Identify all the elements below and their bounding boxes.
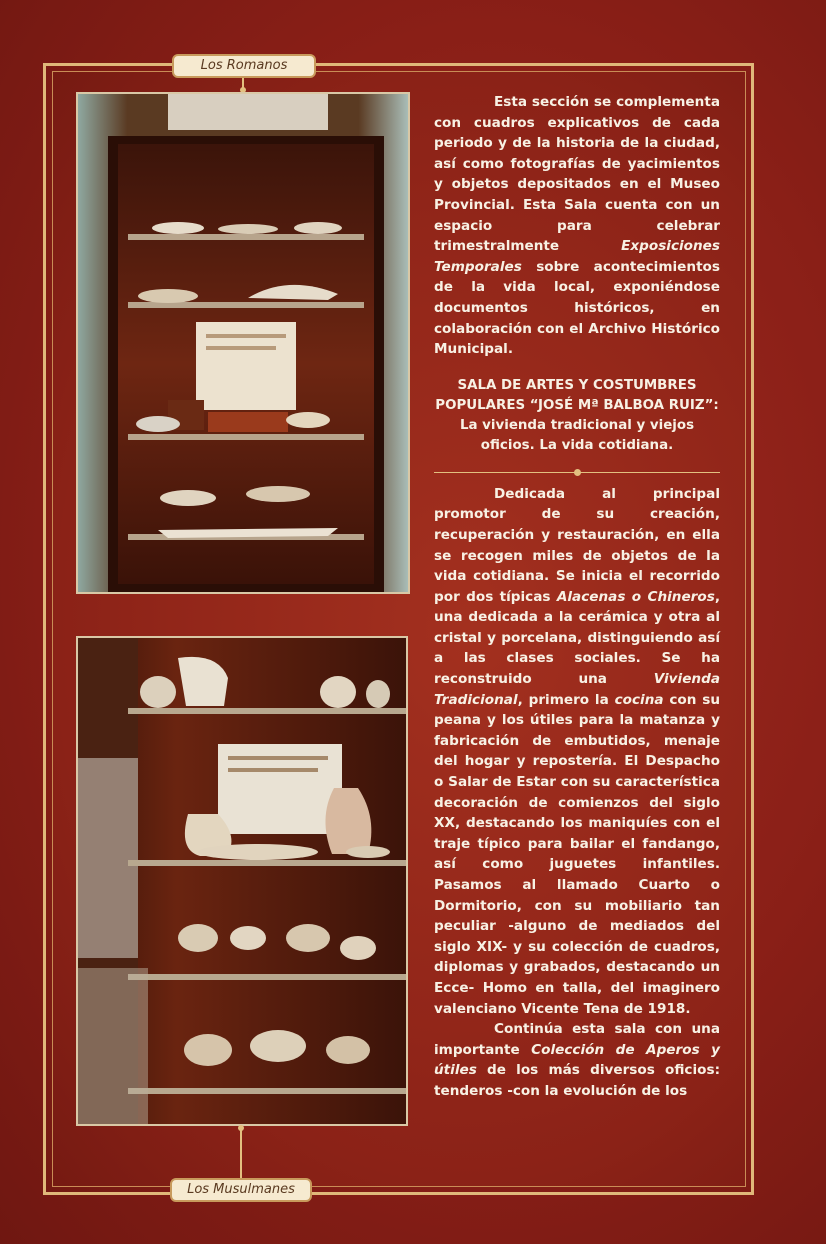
muslim-ceramics-case-image [78,638,406,1124]
heading-title: SALA DE ARTES Y COSTUMBRES POPULARES “JOSÉ Mª BALBOA RUIZ” [435,377,714,413]
paragraph-text: , primero la [517,691,615,708]
paragraph-text: Dedicada al principal promotor de su creación, recuperación y restauración, en ella se recogen miles de objetos de la vida cotidiana. Se inicia el recorrido por dos típicas [434,485,720,605]
paragraph-text: sobre acontecimientos de la vida local, exponiéndose documentos históricos, en colaboración con el Archivo Histórico Municipal. [434,258,720,358]
paragraph-text: con su peana y los útiles para la matanza y fabricación de embutidos, menaje del hogar y repostería. El Despacho o Salar de Estar con su característica decoración de comienzos del siglo XX, destacando los maniquíes con el traje típico para bailar el fandango, así como juguetes infantiles. Pasamos al llamado Cuarto o Dormitorio, con su mobiliario tan peculiar -alguno de mediados del siglo XIX- y su colección de cuadros, diplomas y grabados, destacando un Ecce- Homo en talla, del imaginero valenciano Vicente Tena de 1918. [434,691,721,1017]
paragraph-popular-arts-room [434,484,720,1019]
paragraph-text: Continúa esta sala con una importante [434,1021,720,1058]
emphasis-text: cocina [614,691,664,708]
emphasis-text: Colección de Aperos y útiles [434,1041,720,1079]
heading-subtitle: : La vivienda tradicional y viejos oficios. La vida cotidiana. [459,397,719,453]
main-text-column [434,92,720,1102]
emphasis-text: Exposiciones Temporales [434,238,720,275]
paragraph-text: Esta sección se complementa con cuadros explicativos de cada periodo y de la historia de la ciudad, así como fotografías de yacimientos y objetos depositados en el Museo Provincial. Esta Sala cuenta con un espacio para celebrar trimestralmente [434,94,720,255]
section-heading [434,376,720,456]
roman-display-case-image [78,94,408,592]
paragraph-tools-collection [434,1019,720,1101]
paragraph-exhibition-section [434,92,720,360]
divider-dot [574,469,581,476]
paragraph-text: , una dedicada a la cerámica y otra al cristal y porcelana, distinguiendo así a las clases sociales. Se ha reconstruido una [434,588,720,688]
photo-muslim-ceramics-case [76,636,408,1126]
label-los-musulmanes: Los Musulmanes [170,1178,312,1202]
emphasis-text: Vivienda Tradicional [434,671,720,708]
label-connector [240,1130,242,1178]
paragraph-text: de los más diversos oficios: tenderos -con la evolución de los [434,1062,720,1099]
label-los-romanos: Los Romanos [172,54,316,78]
photo-roman-display-case [76,92,410,594]
section-divider [434,468,720,478]
emphasis-text: Alacenas o Chineros [556,588,715,605]
